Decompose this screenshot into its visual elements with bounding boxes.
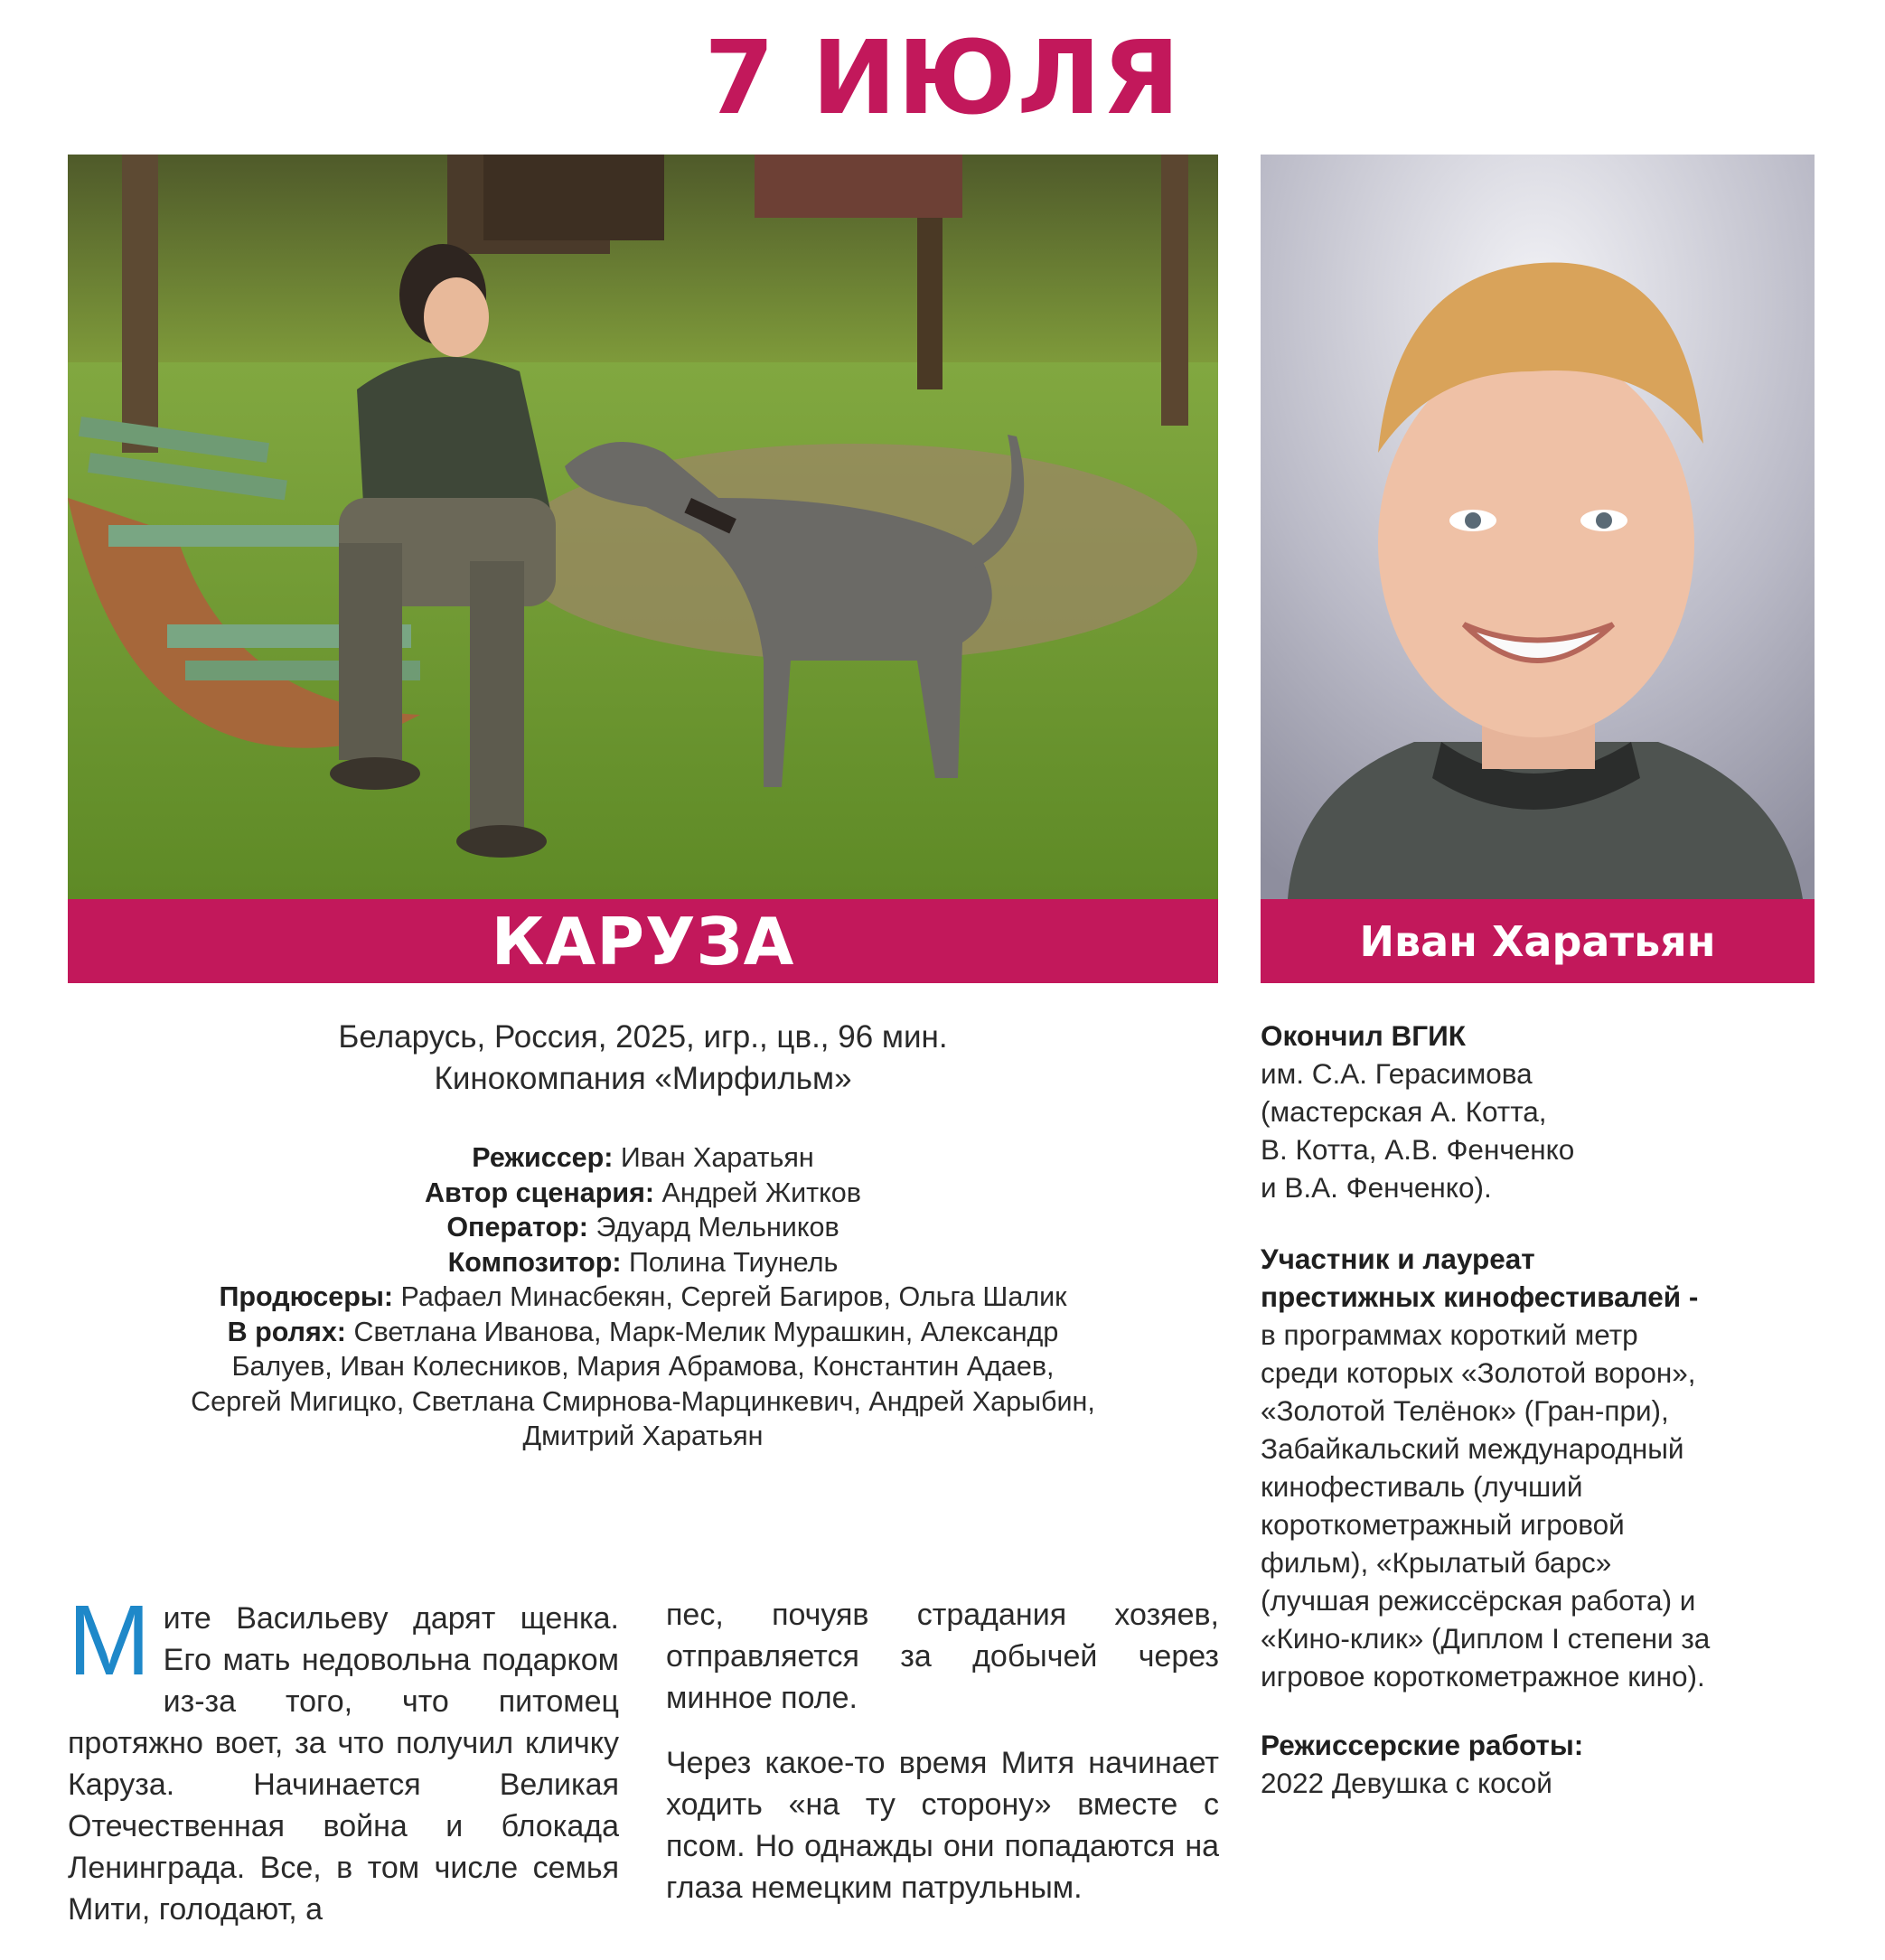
credit-writer: Автор сценария: Андрей Житков [425,1177,861,1208]
bio-line: игровое короткометражное кино). [1261,1660,1705,1693]
film-still-illustration [68,155,1218,899]
page-date: 7 ИЮЛЯ [704,20,1181,137]
bio-line: фильм), «Крылатый барс» [1261,1546,1612,1579]
bio-line: (лучшая режиссёрская работа) и [1261,1584,1696,1617]
credit-cast-line: Дмитрий Харатьян [522,1421,764,1451]
credit-cast-line: Сергей Мигицко, Светлана Смирнова-Марцинкевич, Андрей Харыбин, [191,1385,1095,1417]
film-title: КАРУЗА [491,903,795,980]
director-portrait-photo [1261,155,1815,899]
film-credits [68,1140,1218,1454]
bio-line: и В.А. Фенченко). [1261,1171,1492,1204]
bio-line: В. Котта, А.В. Фенченко [1261,1133,1575,1166]
bio-line: кинофестиваль (лучший [1261,1470,1583,1503]
credit-cast: В ролях: Светлана Иванова, Марк-Мелик Мурашкин, Александр [227,1316,1059,1347]
synopsis-column-2 [666,1594,1219,1908]
synopsis-column-1 [68,1585,619,1930]
bio-line: 2022 Девушка с косой [1261,1767,1552,1799]
director-name: Иван Харатьян [1359,916,1716,966]
credit-director: Режиссер: Иван Харатьян [472,1142,814,1173]
bio-works [1261,1726,1848,1802]
film-meta [68,1017,1218,1100]
synopsis-text: ите Васильеву дарят щенка. Его мать недовольна подарком из-за того, что питомец протяжно воет, за что получил кличку Каруза. Начинается Великая Отечественная война и блокада Ленинграда. Все, в том числе семья Мити, голодают, а [68,1601,619,1927]
bio-heading: Окончил ВГИК [1261,1019,1467,1052]
film-studio-line: Кинокомпания «Мирфильм» [434,1061,852,1096]
bio-line: «Кино-клик» (Диплом I степени за [1261,1622,1711,1655]
film-meta-line: Беларусь, Россия, 2025, игр., цв., 96 мин. [338,1019,948,1055]
bio-festivals [1261,1240,1848,1695]
bio-line: (мастерская А. Котта, [1261,1095,1547,1128]
credit-composer: Композитор: Полина Тиунель [447,1246,839,1278]
synopsis-paragraph: пес, почуяв страдания хозяев, отправляется за добычей через минное поле. [666,1598,1219,1715]
credit-cast-line: Балуев, Иван Колесников, Мария Абрамова, Константин Адаев, [231,1351,1055,1382]
director-name-bar [1261,899,1815,983]
bio-line: «Золотой Телёнок» (Гран-при), [1261,1394,1669,1427]
synopsis-dropcap: М [68,1585,151,1696]
bio-line: в программах короткий метр [1261,1318,1638,1351]
bio-education [1261,1017,1848,1206]
bio-line: среди которых «Золотой ворон», [1261,1356,1696,1389]
synopsis-paragraph: Через какое-то время Митя начинает ходить «на ту сторону» вместе с псом. Но однажды они попадаются на глаза немецким патрульным. [666,1746,1219,1905]
bio-heading: престижных кинофестивалей - [1261,1280,1699,1313]
director-portrait-illustration [1261,155,1815,899]
bio-line: им. С.А. Герасимова [1261,1057,1533,1090]
bio-line: Забайкальский международный [1261,1432,1684,1465]
bio-heading: Участник и лауреат [1261,1243,1535,1275]
credit-producers: Продюсеры: Рафаел Минасбекян, Сергей Багиров, Ольга Шалик [219,1281,1067,1312]
bio-line: короткометражный игровой [1261,1508,1625,1541]
film-title-bar [68,899,1218,983]
bio-heading: Режиссерские работы: [1261,1729,1584,1761]
credit-operator: Оператор: Эдуард Мельников [446,1212,839,1243]
film-still-photo [68,155,1218,899]
